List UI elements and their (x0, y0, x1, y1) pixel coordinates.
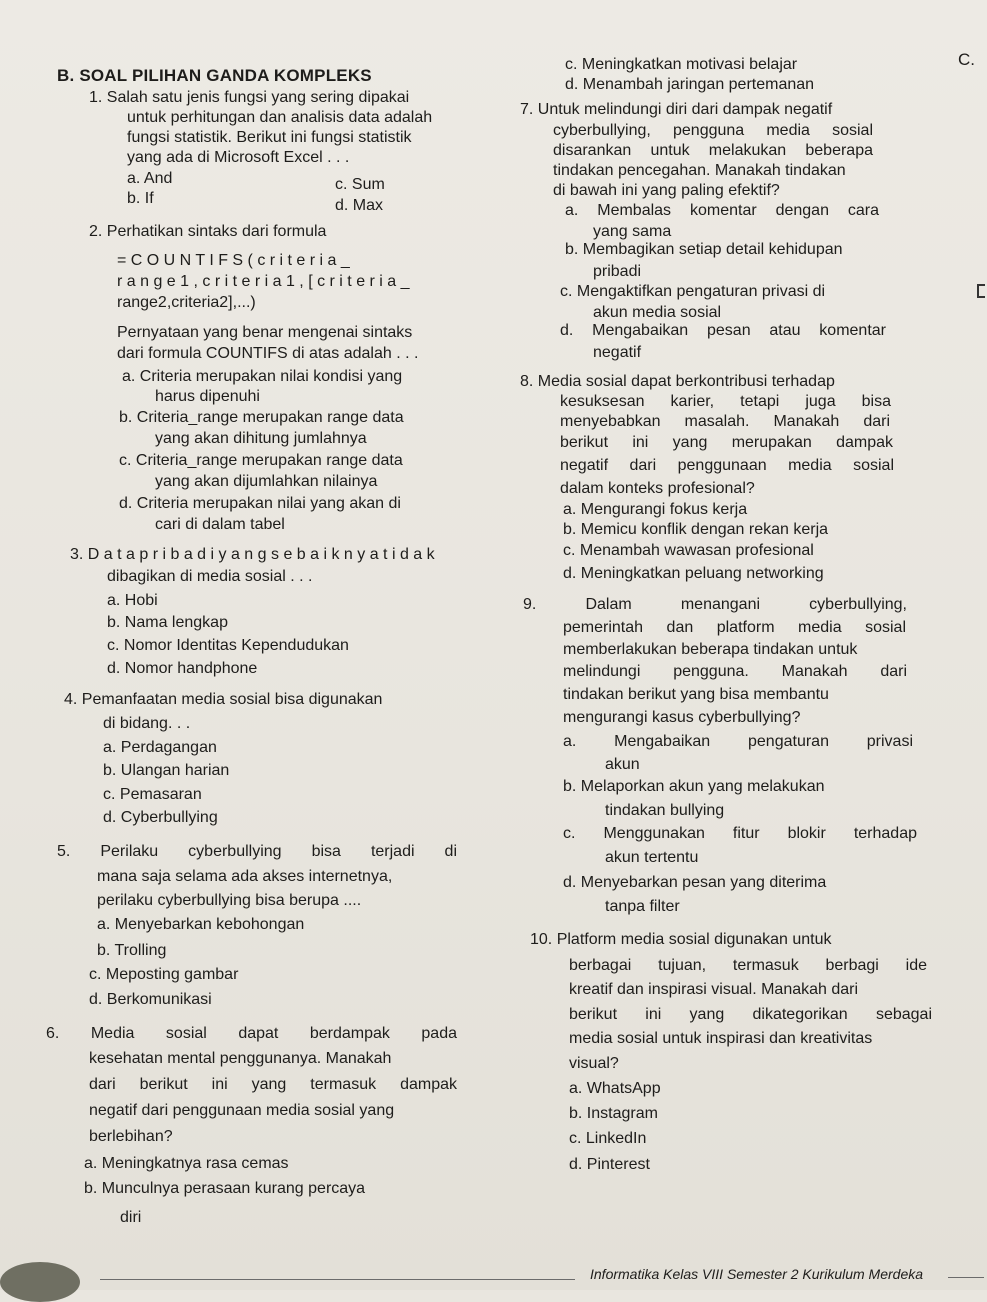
text-line: a. Criteria merupakan nilai kondisi yang (122, 368, 403, 385)
text-line: di bidang. . . (103, 715, 191, 732)
text-line: 6. Media sosial dapat berdampak pada (46, 1025, 457, 1042)
text-line: b. Trolling (97, 942, 167, 959)
text-line: a. Mengurangi fokus kerja (563, 501, 748, 518)
text-line: b. Nama lengkap (107, 614, 228, 631)
text-line: tindakan berikut yang bisa membantu (563, 686, 829, 703)
text-line: negatif dari penggunaan media sosial (560, 457, 894, 474)
text-line: 4. Pemanfaatan media sosial bisa digunakan (64, 691, 383, 708)
footer-rule-right (948, 1277, 984, 1278)
text-line: 8. Media sosial dapat berkontribusi terhadap (520, 373, 835, 390)
text-line: a. Meningkatnya rasa cemas (84, 1155, 289, 1172)
text-line: berikut ini yang merupakan dampak (560, 434, 893, 451)
text-line: tanpa filter (605, 898, 680, 915)
text-line: b. Munculnya perasaan kurang percaya (84, 1180, 366, 1197)
text-line: negatif dari penggunaan media sosial yang (89, 1102, 395, 1119)
text-line: c. Sum (335, 176, 385, 193)
text-line: 7. Untuk melindungi diri dari dampak negatif (520, 101, 833, 118)
text-line: 2. Perhatikan sintaks dari formula (89, 223, 327, 240)
text-line: Pernyataan yang benar mengenai sintaks (117, 324, 413, 341)
text-line: d. Meningkatkan peluang networking (563, 565, 824, 582)
text-line: b. Membagikan setiap detail kehidupan (565, 241, 843, 258)
text-line: perilaku cyberbullying bisa berupa .... (97, 892, 362, 909)
text-line: negatif (593, 344, 642, 361)
text-line: akun media sosial (593, 304, 722, 321)
text-line: c. Menggunakan fitur blokir terhadap (563, 825, 917, 842)
text-line: menyebabkan masalah. Manakah dari (560, 413, 890, 430)
text-line: dibagikan di media sosial . . . (107, 568, 313, 585)
footer-rule (100, 1279, 575, 1280)
text-line: akun (605, 756, 640, 773)
text-line: a. Hobi (107, 592, 158, 609)
text-line: berlebihan? (89, 1128, 173, 1145)
text-line: d. Max (335, 197, 384, 214)
text-line: kreatif dan inspirasi visual. Manakah dari (569, 981, 859, 998)
text-line: a. Perdagangan (103, 739, 217, 756)
text-line: dari formula COUNTIFS di atas adalah . . . (117, 345, 419, 362)
text-line: cyberbullying, pengguna media sosial (553, 122, 873, 139)
text-line: b. Instagram (569, 1105, 658, 1122)
text-line: memberlakukan beberapa tindakan untuk (563, 641, 858, 658)
text-line: range2,criteria2],...) (117, 294, 256, 311)
text-line: pemerintah dan platform media sosial (563, 619, 906, 636)
text-line: 1. Salah satu jenis fungsi yang sering dipakai (89, 89, 410, 106)
text-line: d. Berkomunikasi (89, 991, 212, 1008)
text-line: 10. Platform media sosial digunakan untuk (530, 931, 832, 948)
text-line: c. Criteria_range merupakan range data (119, 452, 403, 469)
text-line: mengurangi kasus cyberbullying? (563, 709, 801, 726)
text-line: d. Nomor handphone (107, 660, 258, 677)
text-line: b. If (127, 190, 154, 207)
text-line: diri (120, 1209, 142, 1226)
text-line: akun tertentu (605, 849, 699, 866)
text-line: d. Menambah jaringan pertemanan (565, 76, 815, 93)
text-line: d. Mengabaikan pesan atau komentar (560, 322, 886, 339)
text-line: visual? (569, 1055, 619, 1072)
text-line: b. Ulangan harian (103, 762, 230, 779)
section-title: B. SOAL PILIHAN GANDA KOMPLEKS (57, 66, 372, 85)
text-line: b. Melaporkan akun yang melakukan (563, 778, 825, 795)
text-line: dalam konteks profesional? (560, 480, 755, 497)
text-line: d. Cyberbullying (103, 809, 218, 826)
text-line: c. Meningkatkan motivasi belajar (565, 56, 798, 73)
text-line: yang ada di Microsoft Excel . . . (127, 149, 350, 166)
text-line: kesuksesan karier, tetapi juga bisa (560, 393, 891, 410)
text-line: dari berikut ini yang termasuk dampak (89, 1076, 457, 1093)
corner-letter: C. (958, 50, 975, 69)
text-line: tindakan pencegahan. Manakah tindakan (553, 162, 846, 179)
text-line: fungsi statistik. Berikut ini fungsi statistik (127, 129, 412, 146)
text-line: kesehatan mental penggunanya. Manakah (89, 1050, 392, 1067)
text-line: r a n g e 1 , c r i t e r i a 1 , [ c r i t e r i a _ (117, 273, 410, 290)
text-line: a. Menyebarkan kebohongan (97, 916, 305, 933)
text-line: a. Mengabaikan pengaturan privasi (563, 733, 913, 750)
text-line: c. Nomor Identitas Kependudukan (107, 637, 349, 654)
text-line: pribadi (593, 263, 642, 280)
text-line: a. Membalas komentar dengan cara (565, 202, 879, 219)
text-line: b. Criteria_range merupakan range data (119, 409, 404, 426)
text-line: tindakan bullying (605, 802, 725, 819)
text-line: c. Menambah wawasan profesional (563, 542, 814, 559)
text-line: 9. Dalam menangani cyberbullying, (523, 596, 907, 613)
text-line: d. Criteria merupakan nilai yang akan di (119, 495, 401, 512)
text-line: d. Menyebarkan pesan yang diterima (563, 874, 827, 891)
text-line: c. LinkedIn (569, 1130, 647, 1147)
text-line: c. Meposting gambar (89, 966, 239, 983)
page-footer: Informatika Kelas VIII Semester 2 Kurikulum Merdeka (590, 1266, 924, 1282)
text-line: media sosial untuk inspirasi dan kreativitas (569, 1030, 873, 1047)
bracket-mark (977, 284, 985, 298)
text-line: a. WhatsApp (569, 1080, 661, 1097)
text-line: 3. D a t a p r i b a d i y a n g s e b a i k n y a t i d a k (70, 546, 435, 563)
text-line: = C O U N T I F S ( c r i t e r i a _ (117, 252, 350, 269)
text-line: untuk perhitungan dan analisis data adalah (127, 109, 433, 126)
text-line: harus dipenuhi (155, 388, 260, 405)
text-line: yang sama (593, 223, 672, 240)
text-line: c. Mengaktifkan pengaturan privasi di (560, 283, 826, 300)
text-line: cari di dalam tabel (155, 516, 285, 533)
text-line: berikut ini yang dikategorikan sebagai (569, 1006, 932, 1023)
text-line: c. Pemasaran (103, 786, 202, 803)
text-line: disarankan untuk melakukan beberapa (553, 142, 873, 159)
text-line: berbagai tujuan, termasuk berbagi ide (569, 957, 927, 974)
text-line: yang akan dihitung jumlahnya (155, 430, 367, 447)
text-line: b. Memicu konflik dengan rekan kerja (563, 521, 829, 538)
text-line: mana saja selama ada akses internetnya, (97, 868, 393, 885)
text-line: yang akan dijumlahkan nilainya (155, 473, 378, 490)
text-line: 5. Perilaku cyberbullying bisa terjadi di (57, 843, 457, 860)
text-line: d. Pinterest (569, 1156, 650, 1173)
text-line: melindungi pengguna. Manakah dari (563, 663, 907, 680)
text-line: a. And (127, 170, 173, 187)
thumb-shadow (0, 1262, 80, 1302)
text-line: di bawah ini yang paling efektif? (553, 182, 780, 199)
